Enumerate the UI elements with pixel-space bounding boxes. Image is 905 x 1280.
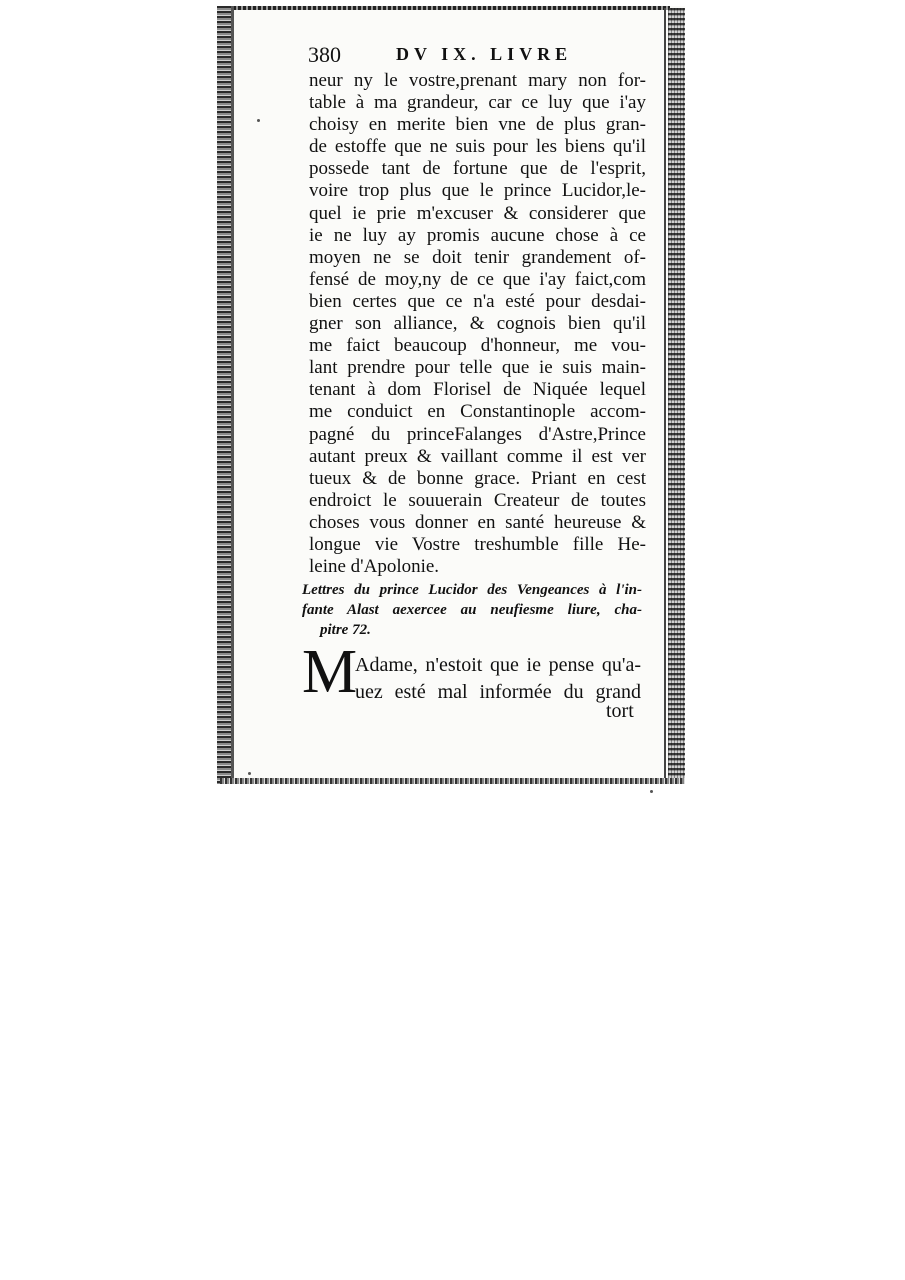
ink-speck: [257, 119, 260, 122]
text-line: possede tant de fortune que de l'esprit,: [309, 158, 646, 180]
text-line: choses vous donner en santé heureuse &: [309, 511, 646, 533]
text-line: autant preux & vaillant comme il est ver: [309, 445, 646, 467]
text-line: de estoffe que ne suis pour les biens qu'il: [309, 136, 646, 158]
body-text: [309, 70, 646, 578]
text-line: neur ny le vostre,prenant mary non for-: [309, 70, 646, 91]
page-right-edge: [668, 8, 685, 782]
page-left-edge: [217, 6, 231, 784]
page-bottom-edge: [220, 778, 685, 784]
heading-line: fante Alast aexercee au neufiesme liure, cha-: [302, 602, 642, 618]
text-line: gner son alliance, & cognois bien qu'il: [309, 313, 646, 335]
letter-line: uez esté mal informée du grand: [355, 681, 641, 703]
text-line: moyen ne se doit tenir grandement of-: [309, 246, 646, 268]
drop-cap: M: [302, 638, 358, 706]
text-line: lant prendre pour telle que ie suis main-: [309, 357, 646, 379]
text-line: table à ma grandeur, car ce luy que i'ay: [309, 92, 646, 114]
heading-line: pitre 72.: [320, 622, 371, 638]
heading-line: Lettres du prince Lucidor des Vengeances à l'in-: [302, 582, 642, 598]
page-gutter-line: [231, 6, 234, 784]
text-line: voire trop plus que le prince Lucidor,le-: [309, 180, 646, 202]
page-right-rule: [664, 8, 666, 782]
letter-heading: [302, 580, 642, 640]
text-line: bien certes que ce n'a esté pour desdai-: [309, 290, 646, 312]
text-line: tenant à dom Florisel de Niquée lequel: [309, 379, 646, 401]
text-line: choisy en merite bien vne de plus gran-: [309, 114, 646, 136]
page-top-edge: [228, 6, 670, 10]
page-header: [308, 42, 648, 68]
ink-speck: [650, 790, 653, 793]
text-line: tueux & de bonne grace. Priant en cest: [309, 467, 646, 489]
text-line: pagné du princeFalanges d'Astre,Prince: [309, 423, 646, 445]
page-number: 380: [308, 42, 341, 67]
text-line: endroict le souuerain Createur de toutes: [309, 489, 646, 511]
ink-speck: [248, 772, 251, 775]
catchword: tort: [606, 700, 634, 722]
text-line: longue vie Vostre treshumble fille He-: [309, 533, 646, 555]
text-line: fensé de moy,ny de ce que i'ay faict,com: [309, 268, 646, 290]
letter-text: [355, 652, 641, 706]
text-line: quel ie prie m'excuser & considerer que: [309, 202, 646, 224]
running-head: DV IX. LIVRE: [396, 44, 573, 64]
text-line: leine d'Apolonie.: [309, 556, 440, 578]
text-line: ie ne luy ay promis aucune chose à ce: [309, 224, 646, 246]
text-line: me conduict en Constantinople accom-: [309, 401, 646, 423]
letter-line: Adame, n'estoit que ie pense qu'a-: [355, 654, 641, 676]
text-line: me faict beaucoup d'honneur, me vou-: [309, 335, 646, 357]
